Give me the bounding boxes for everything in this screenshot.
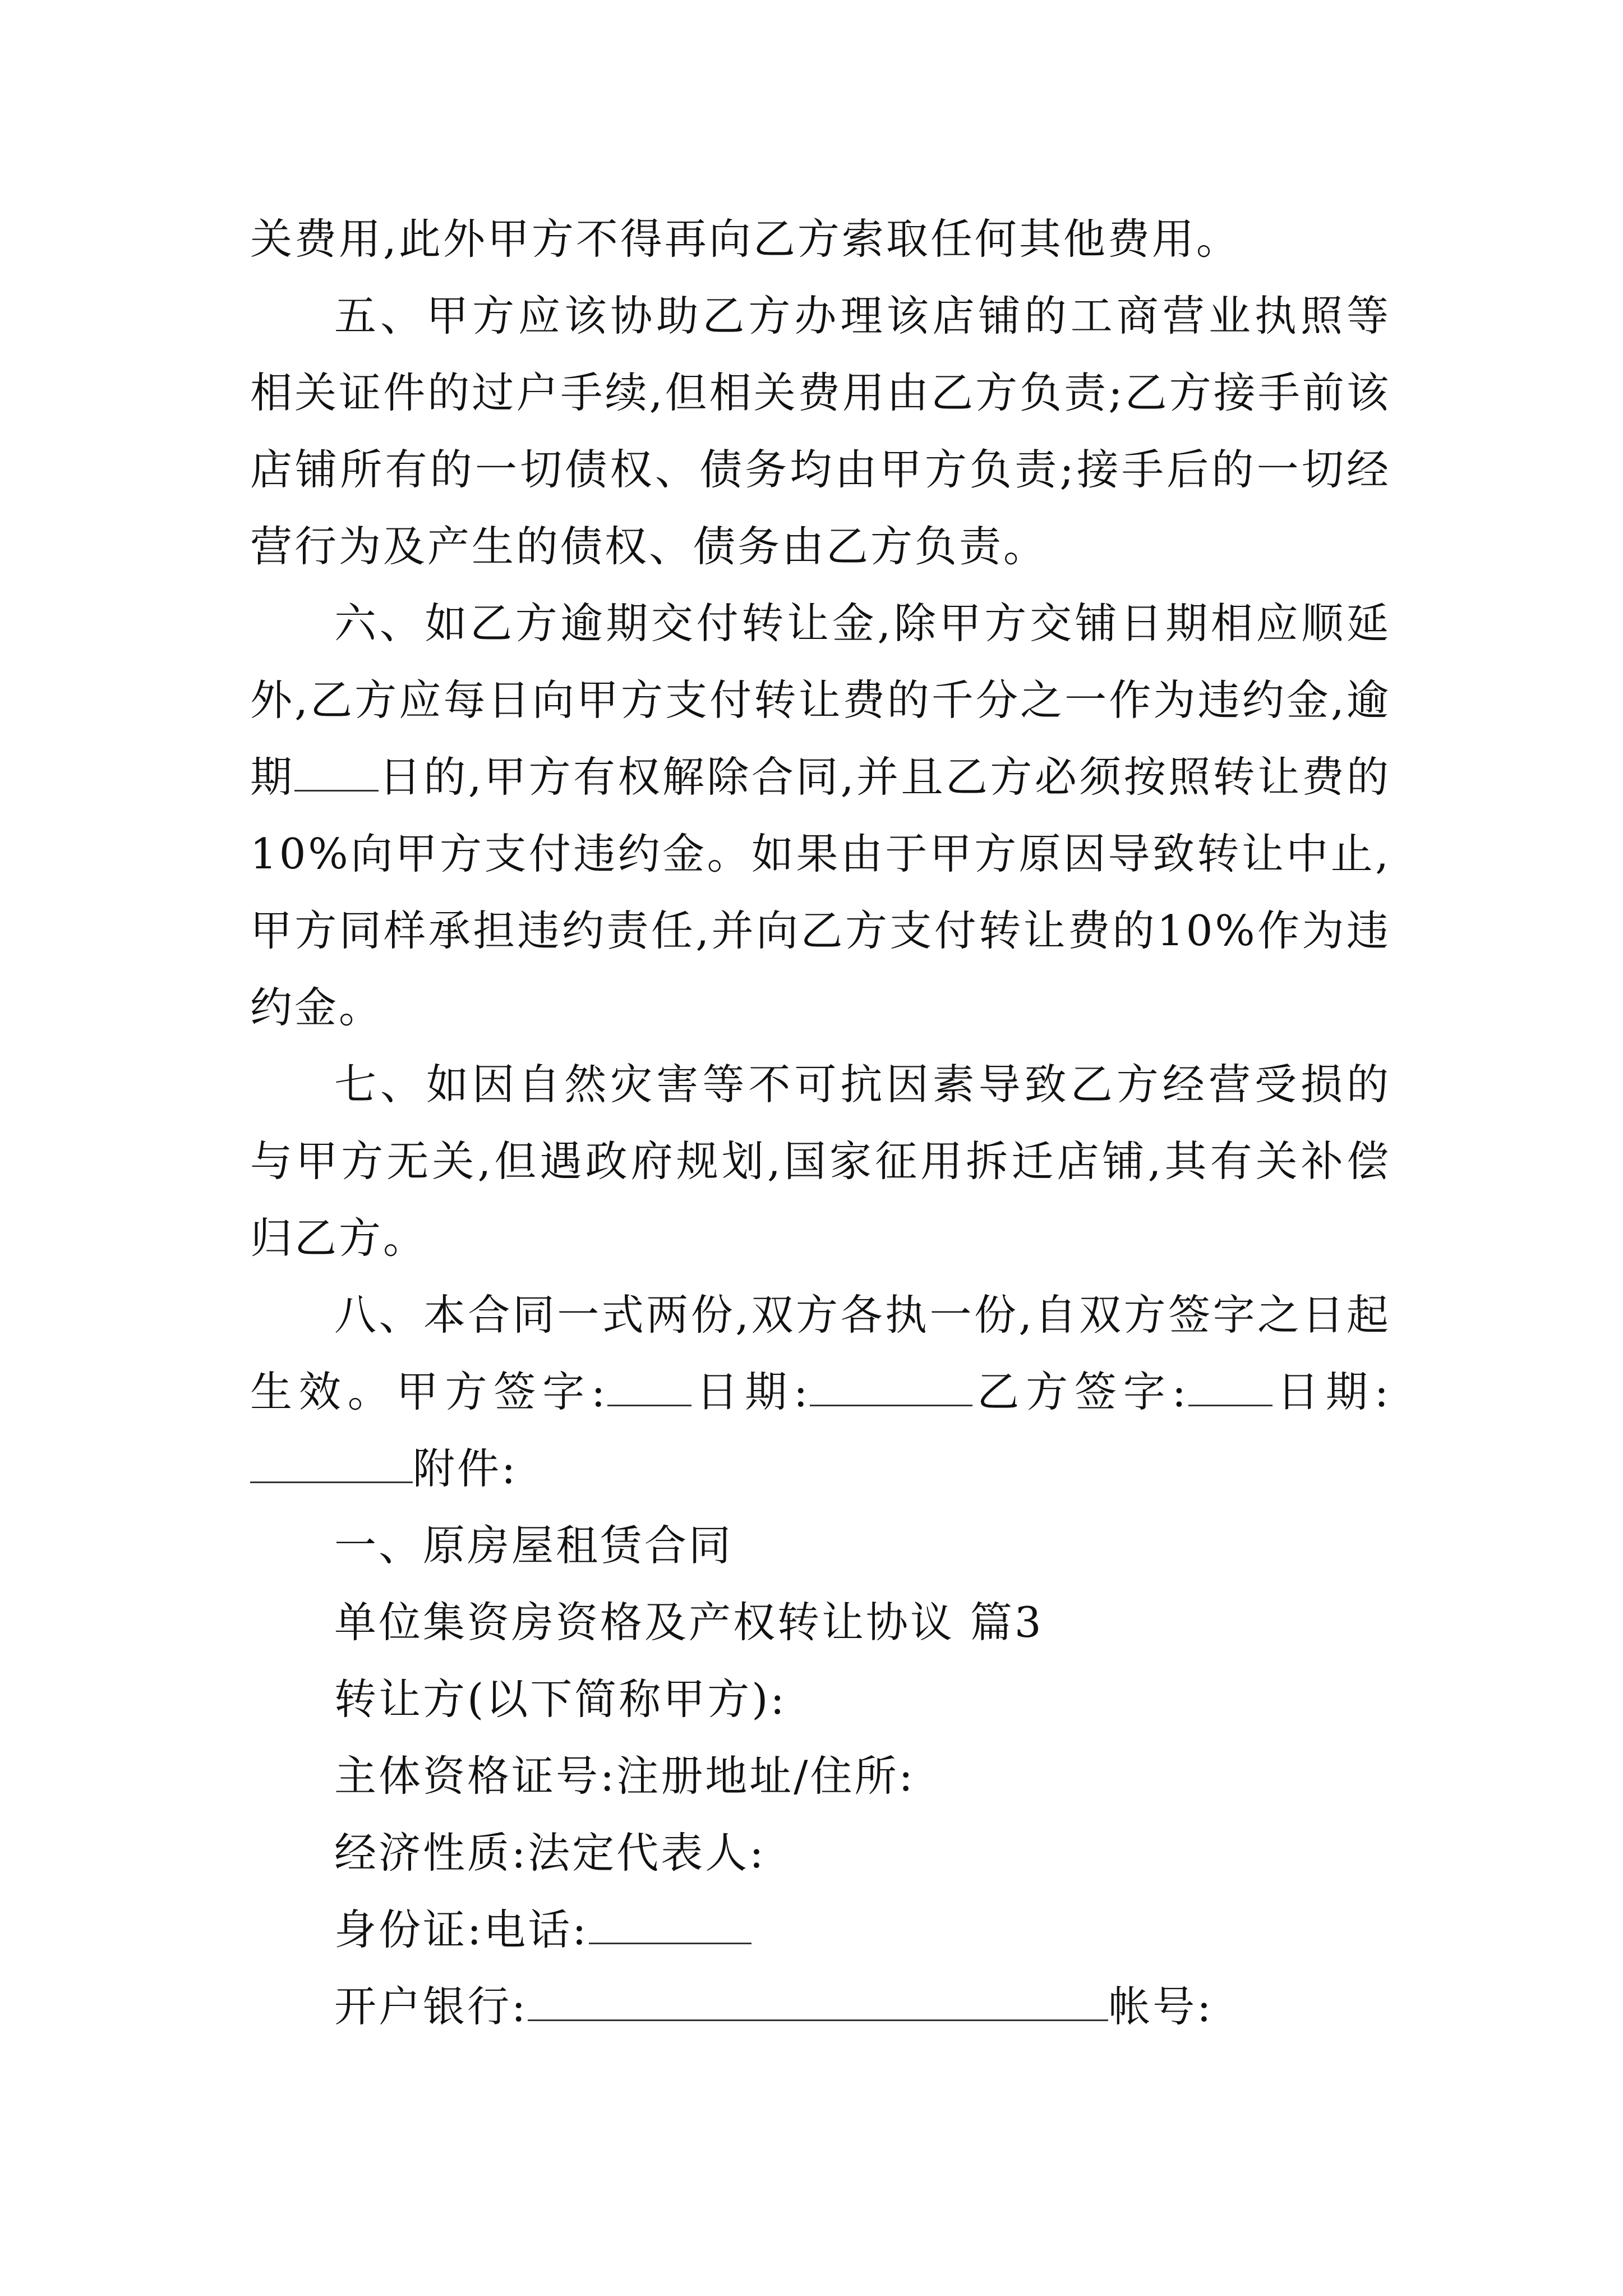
- attachment-item-1: 一、原房屋租赁合同: [334, 1521, 734, 1570]
- account-label: 帐号:: [1108, 1982, 1214, 2031]
- phone-blank: [589, 1903, 751, 1944]
- transferor-line: 转让方(以下简称甲方):: [334, 1674, 787, 1724]
- party-b-date-label: 日期:: [1272, 1367, 1391, 1416]
- bank-blank: [528, 1980, 1108, 2021]
- party-a-date-blank: [810, 1365, 972, 1406]
- paragraph-clause-7: 七、如因自然灾害等不可抗因素导致乙方经营受损的与甲方无关,但遇政府规划,国家征用拆迁店铺,其有关补偿归乙方。: [250, 1060, 1391, 1263]
- clause-8-text: 八、本合同一式两份,双方各执一份,自双方签字之日起生效。甲方签字:: [250, 1290, 1391, 1416]
- paragraph-fee-continuation: 关费用,此外甲方不得再向乙方索取任何其他费用。: [250, 214, 1241, 264]
- overdue-days-blank: [294, 751, 379, 792]
- paragraph-clause-8: [250, 1277, 1391, 1507]
- party-b-signature-blank: [1188, 1365, 1272, 1406]
- party-a-date-label: 日期:: [691, 1367, 810, 1416]
- id-phone-label: 身份证:电话:: [334, 1905, 589, 1954]
- section-title: 单位集资房资格及产权转让协议 篇3: [334, 1598, 1044, 1647]
- party-b-date-blank: [250, 1442, 413, 1483]
- nature-representative-line: 经济性质:法定代表人:: [334, 1828, 766, 1878]
- paragraph-clause-6: [250, 585, 1391, 1046]
- clause-6-text-a: 六、如乙方逾期交付转让金,除甲方交铺日期相应顺延外,乙方应每日向甲方支付转让费的千分之一作为违约金,逾期: [250, 599, 1391, 802]
- qualification-address-line: 主体资格证号:注册地址/住所:: [334, 1751, 915, 1801]
- party-a-signature-blank: [607, 1365, 691, 1406]
- clause-6-text-b: 日的,甲方有权解除合同,并且乙方必须按照转让费的10%向甲方支付违约金。如果由于甲方原因导致转让中止,甲方同样承担违约责任,并向乙方支付转让费的10%作为违约金。: [250, 752, 1391, 1032]
- paragraph-clause-5: 五、甲方应该协助乙方办理该店铺的工商营业执照等相关证件的过户手续,但相关费用由乙方负责;乙方接手前该店铺所有的一切债权、债务均由甲方负责;接手后的一切经营行为及产生的债权、债务由乙方负责。: [250, 291, 1391, 571]
- attachment-label: 附件:: [413, 1444, 518, 1493]
- id-phone-line: [250, 1892, 1391, 1968]
- party-b-signature-label: 乙方签字:: [972, 1367, 1189, 1416]
- bank-label: 开户银行:: [334, 1982, 528, 2031]
- bank-account-line: [250, 1968, 1391, 2045]
- document-body: [250, 201, 1391, 2045]
